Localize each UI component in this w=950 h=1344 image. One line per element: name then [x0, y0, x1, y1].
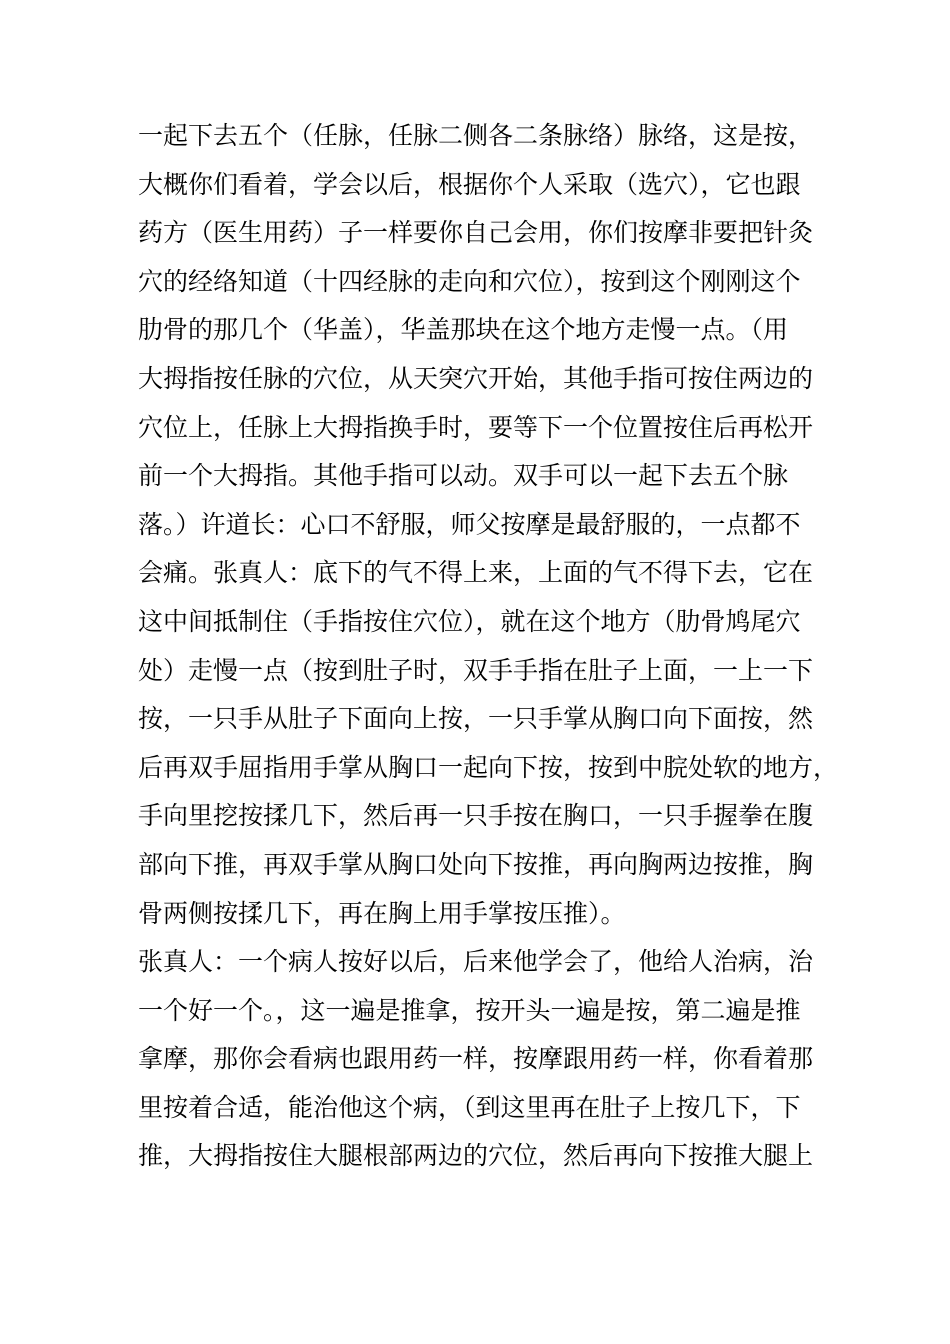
text-line: 处）走慢一点（按到肚子时，双手手指在肚子上面，一上一下: [138, 655, 814, 685]
text-line: 肋骨的那几个（华盖），华盖那块在这个地方走慢一点。（用: [138, 315, 789, 345]
text-line: 后再双手屈指用手掌从胸口一起向下按，按到中脘处软的地方，: [138, 752, 839, 782]
text-line: 骨两侧按揉几下，再在胸上用手掌按压推）。: [138, 898, 626, 928]
text-line: 落。）许道长：心口不舒服，师父按摩是最舒服的，一点都不: [138, 509, 801, 539]
text-line: 拿摩，那你会看病也跟用药一样，按摩跟用药一样，你看着那: [138, 1044, 814, 1074]
text-line: 药方（医生用药）子一样要你自己会用，你们按摩非要把针灸: [138, 218, 814, 248]
text-line: 一个好一个。，这一遍是推拿，按开头一遍是按，第二遍是推: [138, 995, 801, 1025]
text-line: 里按着合适，能治他这个病，（到这里再在肚子上按几下，下: [138, 1092, 801, 1122]
text-line: 前一个大拇指。其他手指可以动。双手可以一起下去五个脉: [138, 461, 789, 491]
text-line: 大拇指按任脉的穴位，从天突穴开始，其他手指可按住两边的: [138, 363, 814, 393]
text-line: 部向下推，再双手掌从胸口处向下按推，再向胸两边按推，胸: [138, 849, 814, 879]
text-line: 这中间抵制住（手指按住穴位），就在这个地方（肋骨鸠尾穴: [138, 606, 801, 636]
text-line: 按，一只手从肚子下面向上按，一只手掌从胸口向下面按，然: [138, 704, 814, 734]
text-line: 大概你们看着，学会以后，根据你个人采取（选穴），它也跟: [138, 169, 801, 199]
text-line: 穴的经络知道（十四经脉的走向和穴位），按到这个刚刚这个: [138, 266, 801, 296]
text-line: 穴位上，任脉上大拇指换手时，要等下一个位置按住后再松开: [138, 412, 814, 442]
text-line: 一起下去五个（任脉，任脉二侧各二条脉络）脉络，这是按，: [138, 121, 814, 150]
text-line: 手向里挖按揉几下，然后再一只手按在胸口，一只手握拳在腹: [138, 801, 814, 831]
text-line: 会痛。张真人：底下的气不得上来，上面的气不得下去，它在: [138, 558, 814, 588]
body-text: [138, 112, 839, 1181]
text-line: 推，大拇指按住大腿根部两边的穴位，然后再向下按推大腿上: [138, 1141, 814, 1171]
text-line: 张真人：一个病人按好以后，后来他学会了，他给人治病，治: [138, 947, 814, 977]
